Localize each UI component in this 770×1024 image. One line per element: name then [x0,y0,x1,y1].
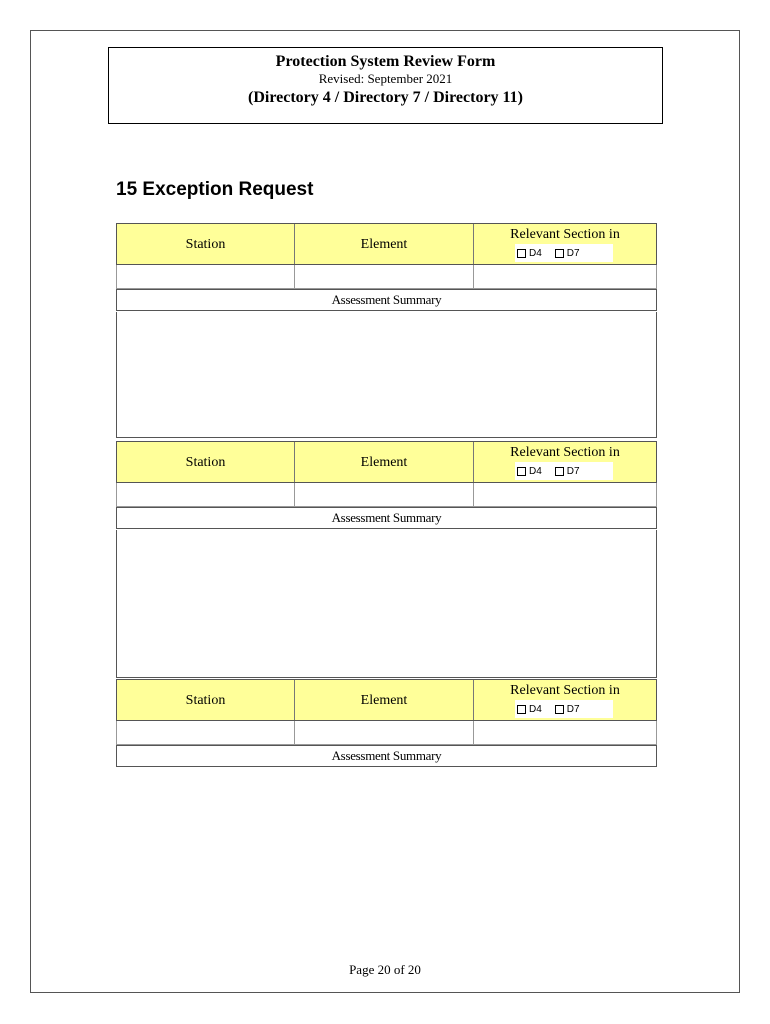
document-page [30,30,740,993]
d4-label: D4 [529,703,542,715]
assessment-summary-field[interactable] [116,530,657,678]
checkbox-icon [517,705,526,714]
element-header: Element [360,693,408,708]
station-field[interactable] [117,483,295,507]
section-heading: 15 Exception Request [116,179,314,200]
form-header [108,47,663,124]
d7-label: D7 [566,465,580,477]
station-header: Station [185,455,226,470]
station-header: Station [185,693,226,708]
relevant-section-header: Relevant Section in [510,445,620,460]
relevant-section-header: Relevant Section in [510,227,620,242]
element-field[interactable] [295,265,474,289]
element-header: Element [360,455,408,470]
d7-checkbox[interactable] [553,248,580,259]
station-field[interactable] [117,721,295,745]
d4-checkbox[interactable] [515,704,542,715]
page-number: Page 20 of 20 [349,962,421,977]
element-header: Element [360,237,408,252]
assessment-summary-label: Assessment Summary [116,507,657,529]
relevant-section-field[interactable] [474,483,656,507]
d7-checkbox[interactable] [553,466,580,477]
directory-list: (Directory 4 / Directory 7 / Directory 11) [248,89,523,106]
d4-label: D4 [529,465,542,477]
d4-checkbox[interactable] [515,248,542,259]
header-row [116,441,657,483]
input-row [116,721,657,745]
header-row [116,679,657,721]
exception-block-2 [116,441,657,678]
d7-checkbox[interactable] [553,704,580,715]
assessment-summary-label: Assessment Summary [116,745,657,767]
assessment-summary-label: Assessment Summary [116,289,657,311]
element-field[interactable] [295,483,474,507]
station-field[interactable] [117,265,295,289]
checkbox-icon [517,467,526,476]
element-field[interactable] [295,721,474,745]
exception-block-1 [116,223,657,438]
checkbox-icon [555,467,564,476]
d4-label: D4 [529,247,542,259]
d7-label: D7 [566,703,580,715]
form-title: Protection System Review Form [275,53,496,70]
assessment-summary-field[interactable] [116,312,657,438]
checkbox-icon [555,705,564,714]
station-header: Station [185,237,226,252]
exception-block-3 [116,679,657,767]
d7-label: D7 [566,247,580,259]
relevant-section-field[interactable] [474,265,656,289]
checkbox-icon [517,249,526,258]
revision-date: Revised: September 2021 [318,71,453,86]
input-row [116,265,657,289]
input-row [116,483,657,507]
header-row [116,223,657,265]
d4-checkbox[interactable] [515,466,542,477]
relevant-section-field[interactable] [474,721,656,745]
relevant-section-header: Relevant Section in [510,683,620,698]
checkbox-icon [555,249,564,258]
